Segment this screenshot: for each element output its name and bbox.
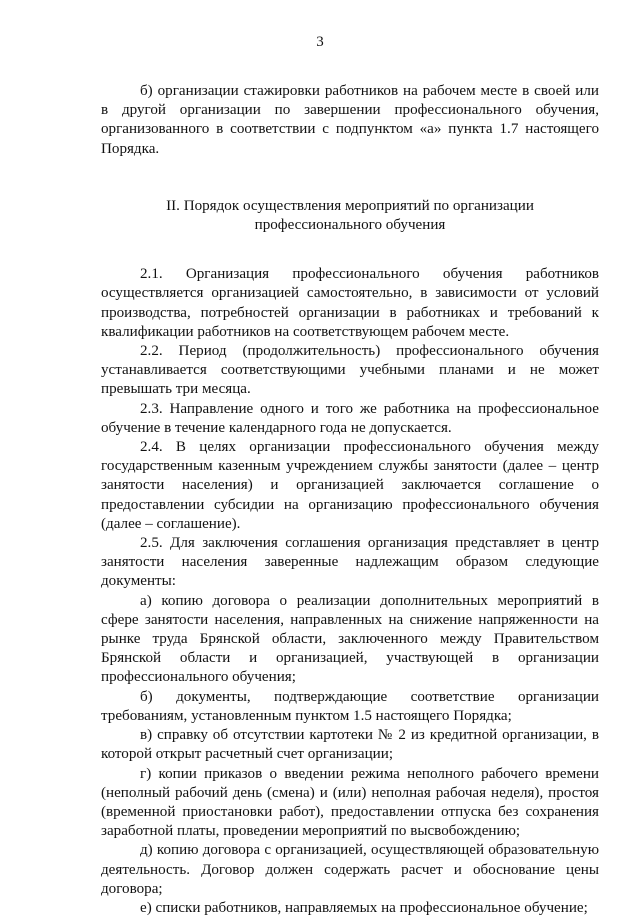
list-item-a: а) копию договора о реализации дополнительных мероприятий в сфере занятости населения, направленных на снижение напряженности на рынке труда Брянской области, заключенного между Правительством Брянской области и организацией, участвующей в организации профессионального обучения; [101,592,599,686]
paragraph-b-internship: б) организации стажировки работников на рабочем месте в своей или в другой организации по завершении профессионального обучения, организованного в соответствии с подпунктом «а» пункта 1.7 настоящего Порядка. [101,83,599,157]
list-item-v: в) справку об отсутствии картотеки № 2 из кредитной организации, в которой открыт расчетный счет организации; [101,727,599,763]
paragraph-2-2: 2.2. Период (продолжительность) профессионального обучения устанавливается соответствующими учебными планами и не может превышать три месяца. [101,343,599,398]
list-item-e: е) списки работников, направляемых на профессиональное обучение; [140,899,588,916]
paragraph-2-1: 2.1. Организация профессионального обучения работников осуществляется организацией самостоятельно, в зависимости от условий производства, потребностей организации в работниках и требований к квалификации работников на соответствующем рабочем месте. [101,266,599,340]
page-number: 3 [316,34,324,50]
document-body [101,82,599,918]
paragraph-2-4: 2.4. В целях организации профессионального обучения между государственным казенным учреждением службы занятости (далее – центр занятости населения) и организацией заключается соглашение о предоставлении субсидии на организацию профессионального обучения (далее – соглашение). [101,439,599,532]
section-heading-line-1: II. Порядок осуществления мероприятий по организации [166,197,534,214]
paragraph-2-5: 2.5. Для заключения соглашения организация представляет в центр занятости населения заверенные надлежащим образом следующие документы: [101,535,599,590]
list-item-d: д) копию договора с организацией, осуществляющей образовательную деятельность. Договор должен содержать расчет и обоснование цены договора; [101,842,599,897]
list-item-g: г) копии приказов о введении режима неполного рабочего времени (неполный рабочий день (смена) и (или) неполная рабочая неделя), простоя (временной приостановки работ), предоставлении отпуска без сохранения заработной платы, проведении мероприятий по высвобождению; [101,765,599,840]
section-heading [101,197,599,235]
list-item-b: б) документы, подтверждающие соответствие организации требованиям, установленным пунктом 1.5 настоящего Порядка; [101,688,599,724]
paragraph-2-3: 2.3. Направление одного и того же работника на профессиональное обучение в течение календарного года не допускается. [101,400,599,436]
section-heading-line-2: профессионального обучения [254,217,446,234]
